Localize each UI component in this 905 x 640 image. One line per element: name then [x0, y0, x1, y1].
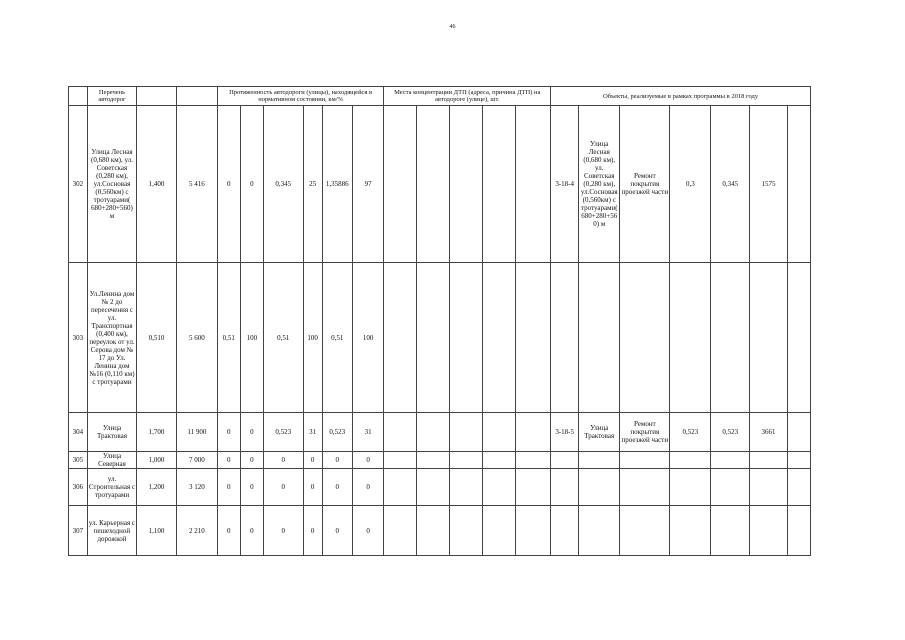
header-road-list: Перечень автодорог [87, 87, 136, 106]
roads-table [68, 86, 811, 556]
dtp-cell [450, 452, 482, 469]
work-value-3 [750, 506, 788, 556]
object-name [579, 452, 620, 469]
dtp-cell [482, 452, 516, 469]
header-objects: Объекты, реализуемые в рамках программы в 2018 году [551, 87, 811, 106]
dtp-cell [450, 263, 482, 413]
dtp-cell [416, 263, 450, 413]
dtp-cell [384, 452, 416, 469]
work-value-2 [711, 263, 750, 413]
dtp-cell [482, 106, 516, 263]
normative-value-1: 0 [217, 413, 240, 452]
road-length: 0,510 [137, 263, 177, 413]
dtp-cell [482, 469, 516, 506]
normative-value-1: 0 [217, 469, 240, 506]
normative-value-6: 31 [352, 413, 384, 452]
work-type [620, 263, 670, 413]
work-value-1: 0,523 [670, 413, 711, 452]
normative-value-2: 0 [240, 106, 263, 263]
normative-value-2: 100 [240, 263, 263, 413]
empty-cell [787, 106, 810, 263]
object-name [579, 263, 620, 413]
table-row [69, 263, 811, 413]
normative-value-4: 0 [303, 452, 322, 469]
header-row [69, 87, 811, 106]
dtp-cell [384, 506, 416, 556]
work-type [620, 469, 670, 506]
dtp-cell [450, 413, 482, 452]
normative-value-3: 0,523 [263, 413, 303, 452]
work-type [620, 506, 670, 556]
road-name: ул. Карьерная с пешеходной дорожкой [87, 506, 136, 556]
road-length: 1,400 [137, 106, 177, 263]
normative-value-3: 0 [263, 452, 303, 469]
dtp-cell [384, 469, 416, 506]
header-num-cell [69, 87, 88, 106]
row-number: 306 [69, 469, 88, 506]
dtp-cell [450, 469, 482, 506]
object-code [551, 452, 579, 469]
work-value-3: 3661 [750, 413, 788, 452]
dtp-cell [384, 263, 416, 413]
dtp-cell [416, 506, 450, 556]
road-name: Улица Северная [87, 452, 136, 469]
work-value-3: 1575 [750, 106, 788, 263]
dtp-cell [416, 452, 450, 469]
normative-value-4: 31 [303, 413, 322, 452]
table-row [69, 106, 811, 263]
row-number: 304 [69, 413, 88, 452]
empty-cell [787, 469, 810, 506]
normative-value-1: 0 [217, 106, 240, 263]
dtp-cell [516, 413, 551, 452]
road-length: 1,100 [137, 506, 177, 556]
header-length-normative: Протяженность автодороги (улицы), находящейся в нормативном состоянии, км/% [217, 87, 384, 106]
work-value-2: 0,523 [711, 413, 750, 452]
normative-value-3: 0 [263, 469, 303, 506]
road-area: 5 416 [176, 106, 217, 263]
dtp-cell [450, 106, 482, 263]
normative-value-5: 0,523 [322, 413, 352, 452]
empty-cell [787, 263, 810, 413]
empty-cell [787, 506, 810, 556]
normative-value-6: 0 [352, 452, 384, 469]
normative-value-4: 25 [303, 106, 322, 263]
normative-value-4: 100 [303, 263, 322, 413]
normative-value-1: 0 [217, 506, 240, 556]
empty-cell [787, 452, 810, 469]
object-name [579, 469, 620, 506]
dtp-cell [516, 263, 551, 413]
dtp-cell [450, 506, 482, 556]
work-type [620, 452, 670, 469]
table-row [69, 506, 811, 556]
dtp-cell [516, 106, 551, 263]
work-type: Ремонт покрытия проезжей части [620, 413, 670, 452]
object-name: Улица Лесная (0,680 км), ул. Советская (0,280 км), ул.Сосновая (0,560км) с тротуарами( 680+280+560) м [579, 106, 620, 263]
dtp-cell [482, 506, 516, 556]
normative-value-2: 0 [240, 506, 263, 556]
work-value-1: 0,3 [670, 106, 711, 263]
road-area: 11 900 [176, 413, 217, 452]
row-number: 302 [69, 106, 88, 263]
normative-value-4: 0 [303, 506, 322, 556]
work-value-2: 0,345 [711, 106, 750, 263]
road-length: 1,700 [137, 413, 177, 452]
work-value-1 [670, 263, 711, 413]
normative-value-2: 0 [240, 469, 263, 506]
table-row [69, 413, 811, 452]
row-number: 303 [69, 263, 88, 413]
work-value-2 [711, 506, 750, 556]
dtp-cell [516, 452, 551, 469]
header-dtp-places: Места концентрации ДТП (адреса, причина ДТП) на автодороге (улице), шт. [384, 87, 551, 106]
dtp-cell [482, 413, 516, 452]
normative-value-3: 0 [263, 506, 303, 556]
object-code [551, 263, 579, 413]
object-code: 3-18-5 [551, 413, 579, 452]
normative-value-6: 0 [352, 506, 384, 556]
normative-value-2: 0 [240, 413, 263, 452]
page-number: 46 [449, 24, 456, 30]
work-value-3 [750, 452, 788, 469]
work-type: Ремонт покрытия проезжей части [620, 106, 670, 263]
work-value-1 [670, 452, 711, 469]
dtp-cell [516, 469, 551, 506]
normative-value-5: 1,35886 [322, 106, 352, 263]
normative-value-5: 0 [322, 452, 352, 469]
object-name [579, 506, 620, 556]
road-name: ул. Строительная с тротуарами [87, 469, 136, 506]
dtp-cell [384, 413, 416, 452]
row-number: 305 [69, 452, 88, 469]
road-name: Улица Лесная (0,680 км), ул. Советская (0,280 км), ул.Сосновая (0,560км) с тротуарами( 680+280+560) м [87, 106, 136, 263]
normative-value-6: 100 [352, 263, 384, 413]
dtp-cell [416, 413, 450, 452]
dtp-cell [416, 469, 450, 506]
normative-value-5: 0,51 [322, 263, 352, 413]
object-name: Улица Трактовая [579, 413, 620, 452]
row-number: 307 [69, 506, 88, 556]
normative-value-3: 0,51 [263, 263, 303, 413]
road-name: Улица Трактовая [87, 413, 136, 452]
road-name: Ул.Ленина дом № 2 до пересечения с ул. Транспортная (0,400 км), переулок от ул. Серова дом № 17 до Ул. Ленина дом №16 (0,110 км) с тротуарами [87, 263, 136, 413]
work-value-2 [711, 469, 750, 506]
normative-value-2: 0 [240, 452, 263, 469]
normative-value-4: 0 [303, 469, 322, 506]
object-code [551, 469, 579, 506]
road-length: 1,000 [137, 452, 177, 469]
work-value-1 [670, 506, 711, 556]
normative-value-5: 0 [322, 469, 352, 506]
object-code [551, 506, 579, 556]
work-value-3 [750, 263, 788, 413]
normative-value-5: 0 [322, 506, 352, 556]
work-value-3 [750, 469, 788, 506]
work-value-1 [670, 469, 711, 506]
normative-value-1: 0 [217, 452, 240, 469]
normative-value-1: 0,51 [217, 263, 240, 413]
dtp-cell [516, 506, 551, 556]
empty-cell [787, 413, 810, 452]
work-value-2 [711, 452, 750, 469]
road-area: 3 120 [176, 469, 217, 506]
normative-value-6: 0 [352, 469, 384, 506]
dtp-cell [482, 263, 516, 413]
normative-value-6: 97 [352, 106, 384, 263]
dtp-cell [384, 106, 416, 263]
normative-value-3: 0,345 [263, 106, 303, 263]
road-area: 2 210 [176, 506, 217, 556]
dtp-cell [416, 106, 450, 263]
table-row [69, 469, 811, 506]
object-code: 3-18-4 [551, 106, 579, 263]
table-row [69, 452, 811, 469]
road-area: 7 000 [176, 452, 217, 469]
road-length: 1,200 [137, 469, 177, 506]
road-area: 5 600 [176, 263, 217, 413]
